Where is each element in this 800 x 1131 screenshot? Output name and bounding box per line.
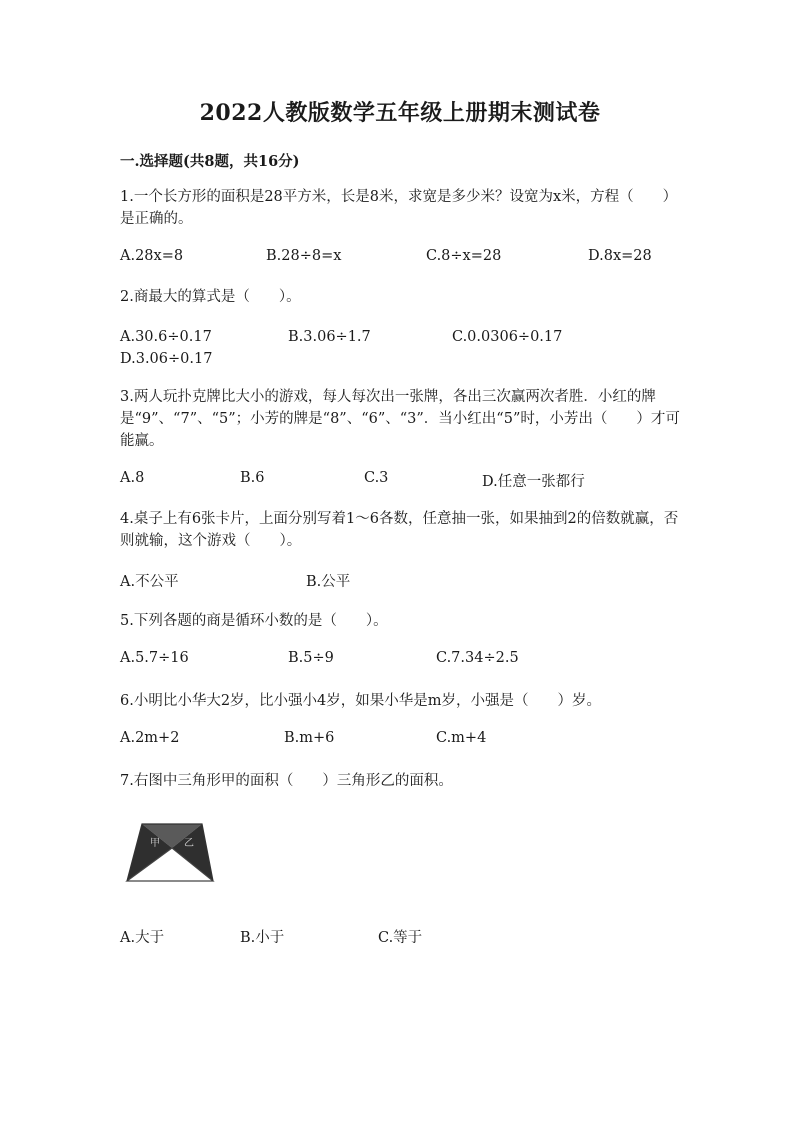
option-7c: C.等于 (378, 930, 423, 946)
option-2c: C.0.0306÷0.17 (452, 329, 563, 345)
option-7b: B.小于 (240, 930, 285, 946)
option-6b: B.m+6 (284, 730, 335, 746)
options-5 (120, 650, 680, 672)
label-jia: 甲 (150, 838, 160, 849)
question-4: 4.桌子上有6张卡片，上面分别写着1～6各数，任意抽一张，如果抽到2的倍数就赢，否则就输，这个游戏（ ）。 (120, 511, 679, 549)
option-6a: A.2m+2 (120, 730, 180, 746)
options-1 (120, 248, 680, 270)
options-2 (120, 326, 680, 370)
options-7 (120, 926, 680, 948)
question-5: 5.下列各题的商是循环小数的是（ ）。 (120, 613, 388, 629)
option-5c: C.7.34÷2.5 (436, 650, 519, 666)
option-1c: C.8÷x=28 (426, 248, 502, 264)
options-3 (120, 470, 680, 492)
question-7: 7.右图中三角形甲的面积（ ）三角形乙的面积。 (120, 773, 453, 789)
label-yi: 乙 (184, 838, 194, 849)
option-3b: B.6 (240, 470, 265, 486)
options-4 (120, 570, 680, 592)
option-1d: D.8x=28 (588, 248, 652, 264)
option-3c: C.3 (364, 470, 389, 486)
question-1: 1.一个长方形的面积是28平方米，长是8米，求宽是多少米？设宽为x米，方程（ ）是正确的。 (120, 189, 678, 227)
page-title: 2022人教版数学五年级上册期末测试卷 (199, 100, 601, 126)
question-6: 6.小明比小华大2岁，比小强小4岁，如果小华是m岁，小强是（ ）岁。 (120, 693, 602, 709)
options-6 (120, 730, 680, 752)
option-4a: A.不公平 (120, 574, 179, 590)
option-5a: A.5.7÷16 (120, 650, 189, 666)
option-2b: B.3.06÷1.7 (288, 329, 371, 345)
option-2a: A.30.6÷0.17 (120, 329, 212, 345)
option-4b: B.公平 (306, 574, 351, 590)
option-3a: A.8 (120, 470, 145, 486)
question-2: 2.商最大的算式是（ ）。 (120, 289, 301, 305)
option-6c: C.m+4 (436, 730, 487, 746)
option-7a: A.大于 (120, 930, 165, 946)
option-3d: D.任意一张都行 (482, 474, 585, 490)
question-3: 3.两人玩扑克牌比大小的游戏，每人每次出一张牌，各出三次赢两次者胜．小红的牌是“9”、“7”、“5”；小芳的牌是“8”、“6”、“3”．当小红出“5”时，小芳出（ ）才可能赢。 (120, 389, 680, 449)
option-2d: D.3.06÷0.17 (120, 351, 213, 367)
triangle-figure (124, 818, 216, 886)
option-1b: B.28÷8=x (266, 248, 342, 264)
section-heading: 一.选择题(共8题，共16分) (120, 153, 300, 170)
option-1a: A.28x=8 (120, 248, 184, 264)
option-5b: B.5÷9 (288, 650, 334, 666)
